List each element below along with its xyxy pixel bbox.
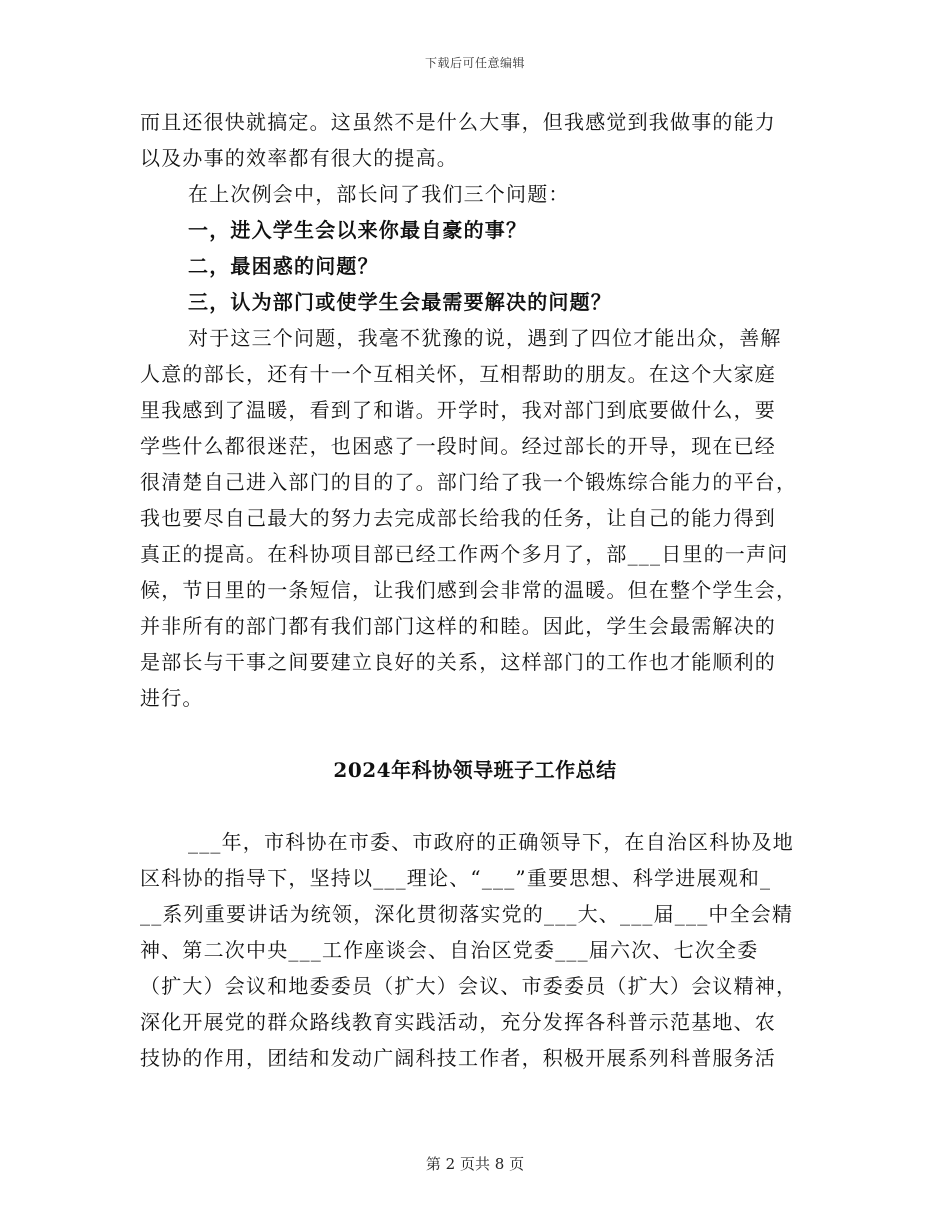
answer-line: 是部长与干事之间要建立良好的关系，这样部门的工作也才能顺利的 [140, 650, 776, 674]
meeting-intro: 在上次例会中，部长问了我们三个问题： [188, 182, 570, 206]
paragraph-line: 而且还很快就搞定。这虽然不是什么大事，但我感觉到我做事的能力 [140, 110, 776, 134]
answer-line: 里我感到了温暖，看到了和谐。开学时，我对部门到底要做什么，要 [140, 398, 776, 422]
question-2: 二，最困惑的问题？ [188, 254, 379, 278]
page-header: 下载后可任意编辑 [424, 56, 525, 70]
summary-line: 技协的作用，团结和发动广阔科技工作者，积极开展系列科普服务活 [140, 1046, 776, 1070]
summary-line: 区科协的指导下，坚持以___理论、“___”重要思想、科学进展观和_ [140, 866, 772, 890]
answer-line: 我也要尽自己最大的努力去完成部长给我的任务，让自己的能力得到 [140, 506, 776, 530]
answer-line: 真正的提高。在科协项目部已经工作两个多月了，部___日里的一声问 [140, 542, 789, 566]
summary-line: __系列重要讲话为统领，深化贯彻落实党的___大、___届___中全会精 [140, 902, 794, 926]
summary-line: （扩大）会议和地委委员（扩大）会议、市委委员（扩大）会议精神， [140, 974, 798, 998]
section-spacer [140, 788, 810, 824]
answer-line: 进行。 [140, 686, 204, 710]
paragraph-line: 以及办事的效率都有很大的提高。 [140, 146, 458, 170]
answer-line: 很清楚自己进入部门的目的了。部门给了我一个锻炼综合能力的平台， [140, 470, 798, 494]
answer-line: 对于这三个问题，我毫不犹豫的说，遇到了四位才能出众，善解 [188, 326, 782, 350]
summary-line: ___年，市科协在市委、市政府的正确领导下，在自治区科协及地 [188, 830, 794, 854]
summary-line: 神、第二次中央___工作座谈会、自治区党委___届六次、七次全委 [140, 938, 759, 962]
summary-line: 深化开展党的群众路线教育实践活动，充分发挥各科普示范基地、农 [140, 1010, 776, 1034]
answer-line: 并非所有的部门都有我们部门这样的和睦。因此，学生会最需解决的 [140, 614, 776, 638]
document-body [140, 104, 810, 1076]
question-3: 三，认为部门或使学生会最需要解决的问题？ [188, 290, 612, 314]
section-title: 2024年科协领导班子工作总结 [333, 758, 617, 782]
question-1: 一，进入学生会以来你最自豪的事？ [188, 218, 528, 242]
page-footer: 第 2 页共 8 页 [425, 1155, 525, 1173]
answer-line: 人意的部长，还有十一个互相关怀，互相帮助的朋友。在这个大家庭 [140, 362, 776, 386]
section-spacer [140, 716, 810, 752]
answer-line: 候，节日里的一条短信，让我们感到会非常的温暖。但在整个学生会， [140, 578, 798, 602]
answer-line: 学些什么都很迷茫，也困惑了一段时间。经过部长的开导，现在已经 [140, 434, 776, 458]
